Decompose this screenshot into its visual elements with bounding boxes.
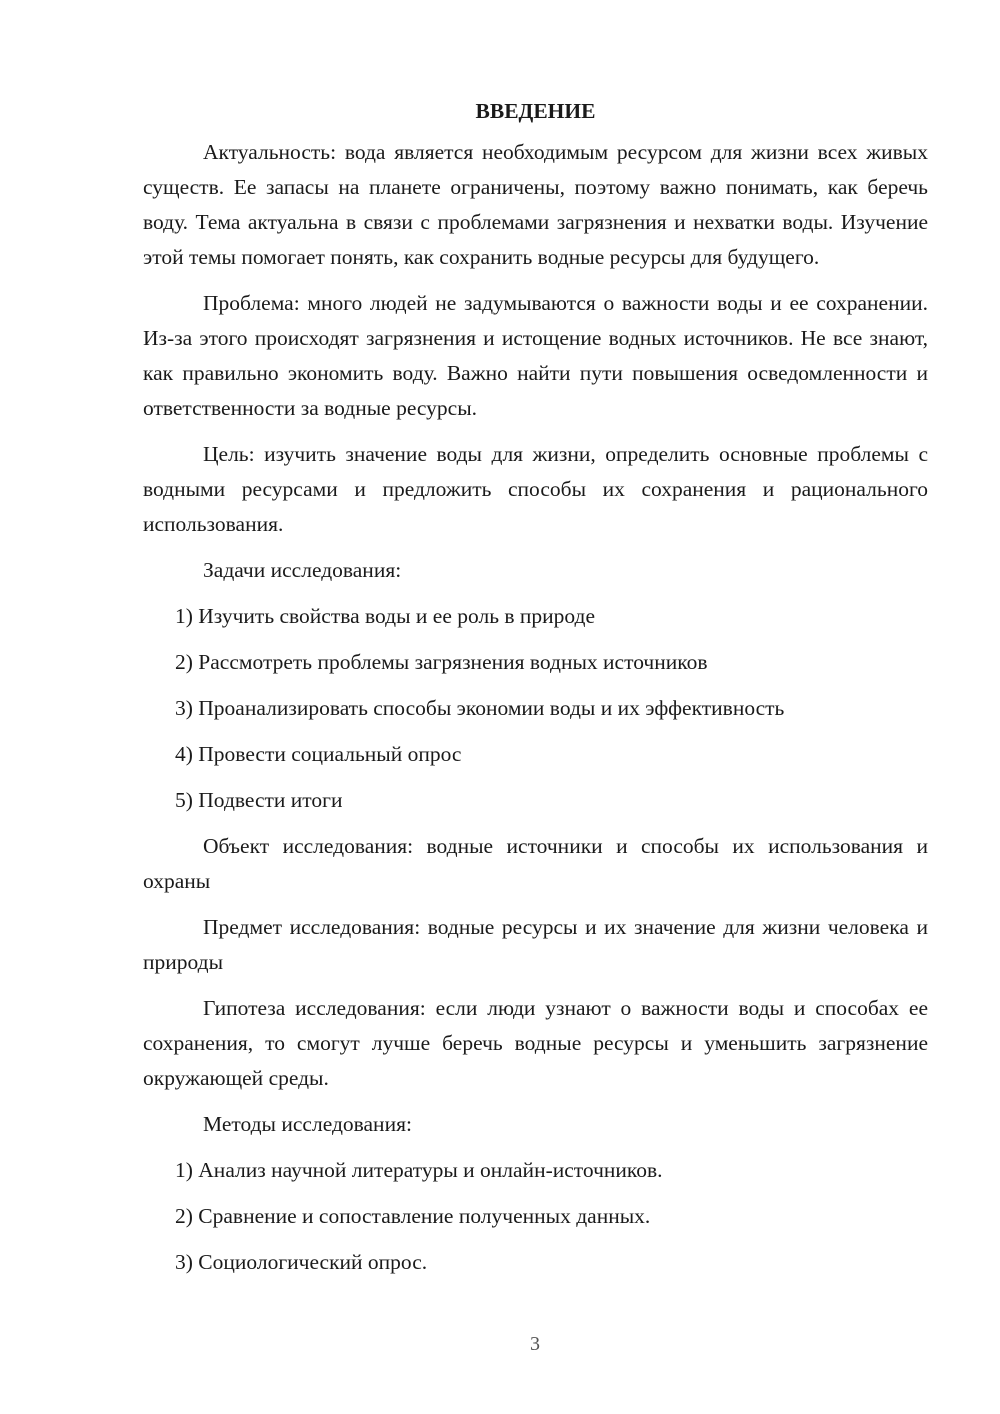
- list-item: 4) Провести социальный опрос: [175, 742, 462, 766]
- problem-paragraph: Проблема: много людей не задумываются о важности воды и ее сохранении. Из-за этого происходят загрязнения и истощение водных источников. Не все знают, как правильно экономить воду. Важно найти пути повышения осведомленности и ответственности за водные ресурсы.: [143, 291, 928, 420]
- methods-heading: Методы исследования:: [203, 1112, 412, 1136]
- hypothesis-paragraph: Гипотеза исследования: если люди узнают о важности воды и способах ее сохранения, то смогут лучше беречь водные ресурсы и уменьшить загрязнение окружающей среды.: [143, 996, 928, 1090]
- section-title: ВВЕДЕНИЕ: [475, 99, 596, 123]
- page-number: 3: [530, 1333, 540, 1355]
- tasks-list: [143, 599, 928, 818]
- list-item: 2) Рассмотреть проблемы загрязнения водных источников: [175, 650, 708, 674]
- page-content: [143, 94, 928, 1291]
- methods-list: [143, 1153, 928, 1280]
- relevance-paragraph: Актуальность: вода является необходимым ресурсом для жизни всех живых существ. Ее запасы на планете ограничены, поэтому важно понимать, как беречь воду. Тема актуальна в связи с проблемами загрязнения и нехватки воды. Изучение этой темы помогает понять, как сохранить водные ресурсы для будущего.: [143, 140, 928, 269]
- object-paragraph: Объект исследования: водные источники и способы их использования и охраны: [143, 834, 928, 893]
- goal-paragraph: Цель: изучить значение воды для жизни, определить основные проблемы с водными ресурсами и предложить способы их сохранения и рационального использования.: [143, 442, 928, 536]
- tasks-heading: Задачи исследования:: [203, 558, 402, 582]
- list-item: 2) Сравнение и сопоставление полученных данных.: [175, 1204, 651, 1228]
- list-item: 1) Анализ научной литературы и онлайн-источников.: [175, 1158, 663, 1182]
- subject-paragraph: Предмет исследования: водные ресурсы и их значение для жизни человека и природы: [143, 915, 928, 974]
- list-item: 5) Подвести итоги: [175, 788, 343, 812]
- list-item: 3) Социологический опрос.: [175, 1250, 428, 1274]
- list-item: 3) Проанализировать способы экономии воды и их эффективность: [175, 696, 785, 720]
- list-item: 1) Изучить свойства воды и ее роль в природе: [175, 604, 596, 628]
